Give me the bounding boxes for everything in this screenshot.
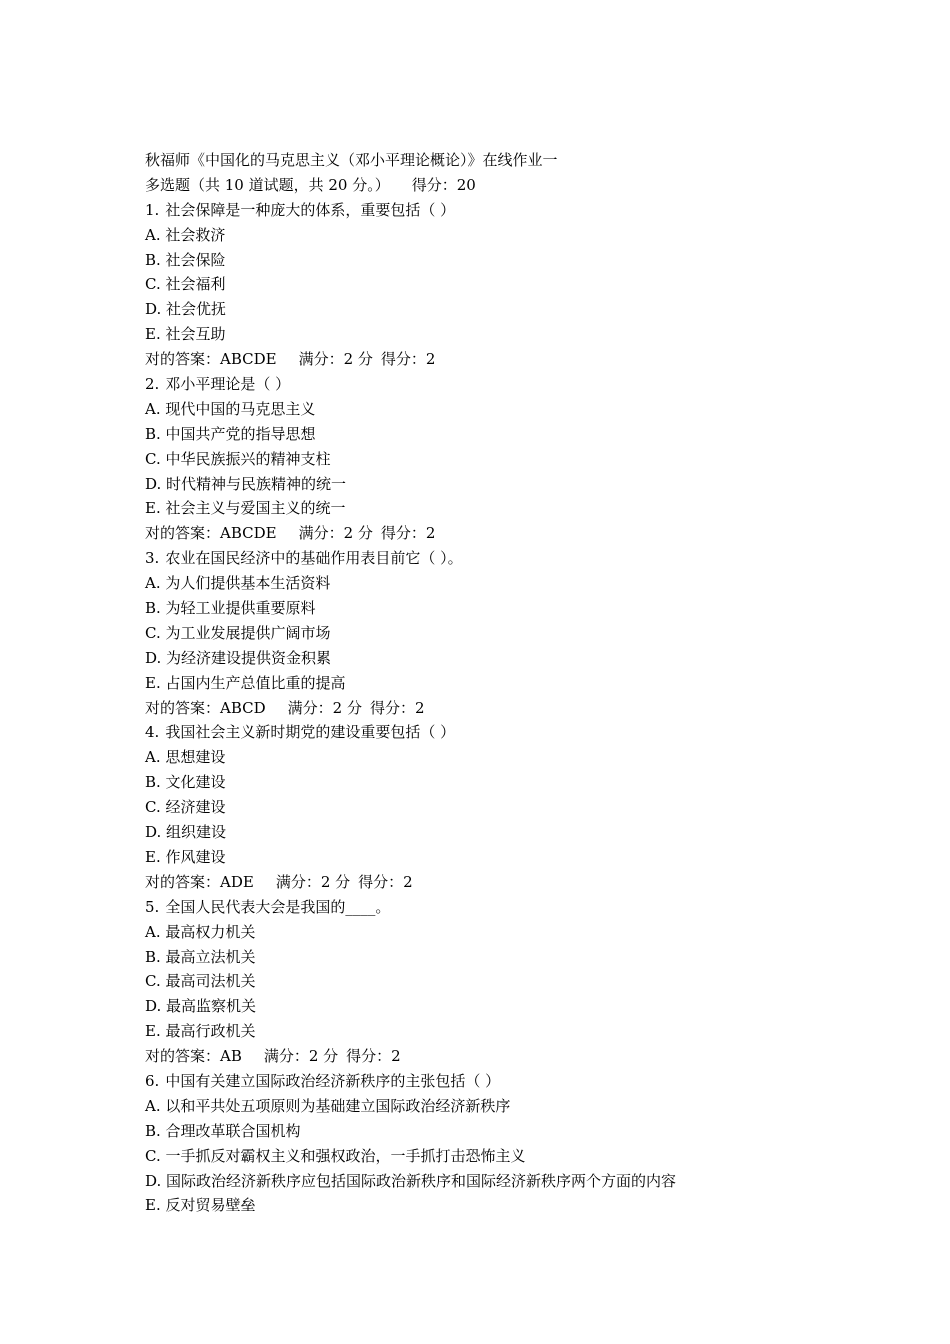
question-number: 2. xyxy=(145,375,160,394)
correct-answer: 对的答案：AB xyxy=(145,1047,242,1066)
answer-line xyxy=(145,347,845,372)
question-text: 全国人民代表大会是我国的____。 xyxy=(165,897,391,916)
option: C. 中华民族振兴的精神支柱 xyxy=(145,449,331,468)
option: C. 最高司法机关 xyxy=(145,972,256,991)
option: E. 占国内生产总值比重的提高 xyxy=(145,673,346,692)
option: A. 为人们提供基本生活资料 xyxy=(145,574,331,593)
question-text: 社会保障是一种庞大的体系，重要包括（ ） xyxy=(165,200,456,219)
question-4 xyxy=(145,720,845,745)
earned-score: 得分：2 xyxy=(380,350,436,369)
question-1 xyxy=(145,198,845,223)
section-header xyxy=(145,173,845,198)
option: C. 为工业发展提供广阔市场 xyxy=(145,623,331,642)
answer-line xyxy=(145,870,845,895)
question-number: 4. xyxy=(145,723,160,742)
option: B. 为轻工业提供重要原料 xyxy=(145,599,316,618)
section-label: 多选题（共 10 道试题，共 20 分。） xyxy=(145,175,390,194)
option: E. 作风建设 xyxy=(145,847,226,866)
question-5 xyxy=(145,895,845,920)
correct-answer: 对的答案：ABCDE xyxy=(145,524,277,543)
question-number: 5. xyxy=(145,897,160,916)
option: D. 为经济建设提供资金积累 xyxy=(145,648,332,667)
answer-line xyxy=(145,1044,845,1069)
earned-score: 得分：2 xyxy=(358,872,413,891)
question-6 xyxy=(145,1069,845,1094)
option: C. 一手抓反对霸权主义和强权政治，一手抓打击恐怖主义 xyxy=(145,1146,526,1165)
option: B. 合理改革联合国机构 xyxy=(145,1121,301,1140)
option: C. 社会福利 xyxy=(145,275,226,294)
option: A. 现代中国的马克思主义 xyxy=(145,399,316,418)
option: E. 最高行政机关 xyxy=(145,1022,256,1041)
option: B. 最高立法机关 xyxy=(145,947,256,966)
question-text: 我国社会主义新时期党的建设重要包括（ ） xyxy=(165,723,456,742)
question-2 xyxy=(145,372,845,397)
correct-answer: 对的答案：ABCD xyxy=(145,698,266,717)
document-title: 秋福师《中国化的马克思主义（邓小平理论概论）》在线作业一 xyxy=(145,151,558,169)
full-score: 满分：2 分 xyxy=(287,698,362,717)
option: A. 社会救济 xyxy=(145,225,226,244)
answer-line xyxy=(145,521,845,546)
option: C. 经济建设 xyxy=(145,798,226,817)
document-body xyxy=(145,148,845,1218)
correct-answer: 对的答案：ABCDE xyxy=(145,350,277,369)
question-text: 农业在国民经济中的基础作用表目前它（ ）。 xyxy=(165,549,463,568)
option: D. 时代精神与民族精神的统一 xyxy=(145,474,347,493)
option: A. 思想建设 xyxy=(145,748,226,767)
question-number: 3. xyxy=(145,549,160,568)
option: E. 社会互助 xyxy=(145,325,226,344)
option: E. 社会主义与爱国主义的统一 xyxy=(145,499,346,518)
option: E. 反对贸易壁垒 xyxy=(145,1196,256,1215)
question-number: 6. xyxy=(145,1071,160,1090)
option: D. 组织建设 xyxy=(145,823,227,842)
full-score: 满分：2 分 xyxy=(298,524,373,543)
option: A. 最高权力机关 xyxy=(145,922,256,941)
earned-score: 得分：2 xyxy=(346,1047,401,1066)
question-text: 中国有关建立国际政治经济新秩序的主张包括（ ） xyxy=(165,1071,501,1090)
question-number: 1. xyxy=(145,200,160,219)
question-text: 邓小平理论是（ ） xyxy=(165,375,291,394)
full-score: 满分：2 分 xyxy=(263,1047,339,1066)
earned-score: 得分：2 xyxy=(369,698,425,717)
section-score: 得分：20 xyxy=(411,175,476,194)
option: B. 文化建设 xyxy=(145,773,226,792)
option: D. 社会优抚 xyxy=(145,300,227,319)
option: D. 最高监察机关 xyxy=(145,997,257,1016)
option: A. 以和平共处五项原则为基础建立国际政治经济新秩序 xyxy=(145,1096,511,1115)
option: B. 中国共产党的指导思想 xyxy=(145,424,316,443)
full-score: 满分：2 分 xyxy=(298,350,373,369)
full-score: 满分：2 分 xyxy=(275,872,351,891)
option: B. 社会保险 xyxy=(145,250,226,269)
correct-answer: 对的答案：ADE xyxy=(145,872,254,891)
question-3 xyxy=(145,546,845,571)
answer-line xyxy=(145,696,845,721)
option: D. 国际政治经济新秩序应包括国际政治新秩序和国际经济新秩序两个方面的内容 xyxy=(145,1171,677,1190)
earned-score: 得分：2 xyxy=(380,524,436,543)
